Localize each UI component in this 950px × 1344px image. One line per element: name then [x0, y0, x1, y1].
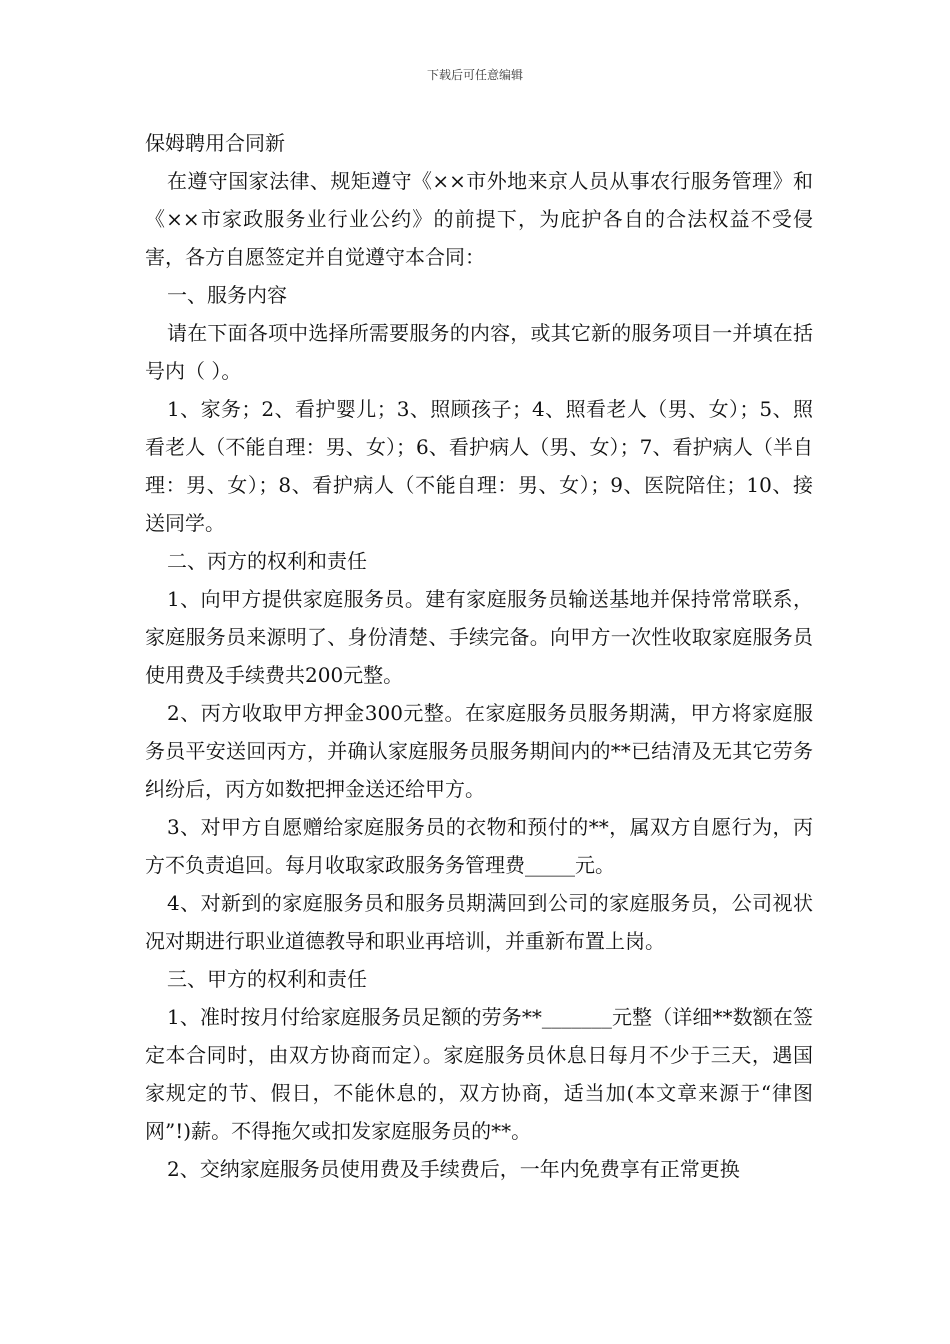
paragraph: 1、家务；2、看护婴儿；3、照顾孩子；4、照看老人（男、女）；5、照看老人（不能自理：男、女）；6、看护病人（男、女）；7、看护病人（半自理：男、女）；8、看护病人（不能自理：男、女）；9、医院陪住；10、接送同学。 — [145, 397, 813, 535]
paragraph: 1、向甲方提供家庭服务员。建有家庭服务员输送基地并保持常常联系，家庭服务员来源明了、身份清楚、手续完备。向甲方一次性收取家庭服务员使用费及手续费共200元整。 — [145, 587, 813, 687]
paragraph: 3、对甲方自愿赠给家庭服务员的衣物和预付的**，属双方自愿行为，丙方不负责追回。每月收取家政服务务管理费_____元。 — [145, 815, 813, 877]
page-header: 下载后可任意编辑 — [426, 68, 523, 82]
section-heading: 三、甲方的权利和责任 — [167, 967, 367, 991]
section-heading: 一、服务内容 — [167, 283, 287, 307]
paragraph: 1、准时按月付给家庭服务员足额的劳务**_______元整（详细**数额在签定本合同时，由双方协商而定）。家庭服务员休息日每月不少于三天，遇国家规定的节、假日，不能休息的，双方协商，适当加(本文章来源于“律图网”!)薪。不得拖欠或扣发家庭服务员的**。 — [145, 1005, 813, 1143]
section-heading: 二、丙方的权利和责任 — [167, 549, 367, 573]
document-body — [145, 124, 813, 1188]
document-title: 保姆聘用合同新 — [145, 131, 285, 155]
intro-paragraph: 在遵守国家法律、规矩遵守《××市外地来京人员从事农行服务管理》和《××市家政服务业行业公约》的前提下，为庇护各自的合法权益不受侵害，各方自愿签定并自觉遵守本合同： — [145, 169, 813, 269]
paragraph: 2、丙方收取甲方押金300元整。在家庭服务员服务期满，甲方将家庭服务员平安送回丙方，并确认家庭服务员服务期间内的**已结清及无其它劳务纠纷后，丙方如数把押金送还给甲方。 — [145, 701, 813, 801]
paragraph: 2、交纳家庭服务员使用费及手续费后，一年内免费享有正常更换 — [167, 1157, 740, 1181]
paragraph: 请在下面各项中选择所需要服务的内容，或其它新的服务项目一并填在括号内（ ）。 — [145, 321, 813, 383]
paragraph: 4、对新到的家庭服务员和服务员期满回到公司的家庭服务员，公司视状况对期进行职业道德教导和职业再培训，并重新布置上岗。 — [145, 891, 813, 953]
